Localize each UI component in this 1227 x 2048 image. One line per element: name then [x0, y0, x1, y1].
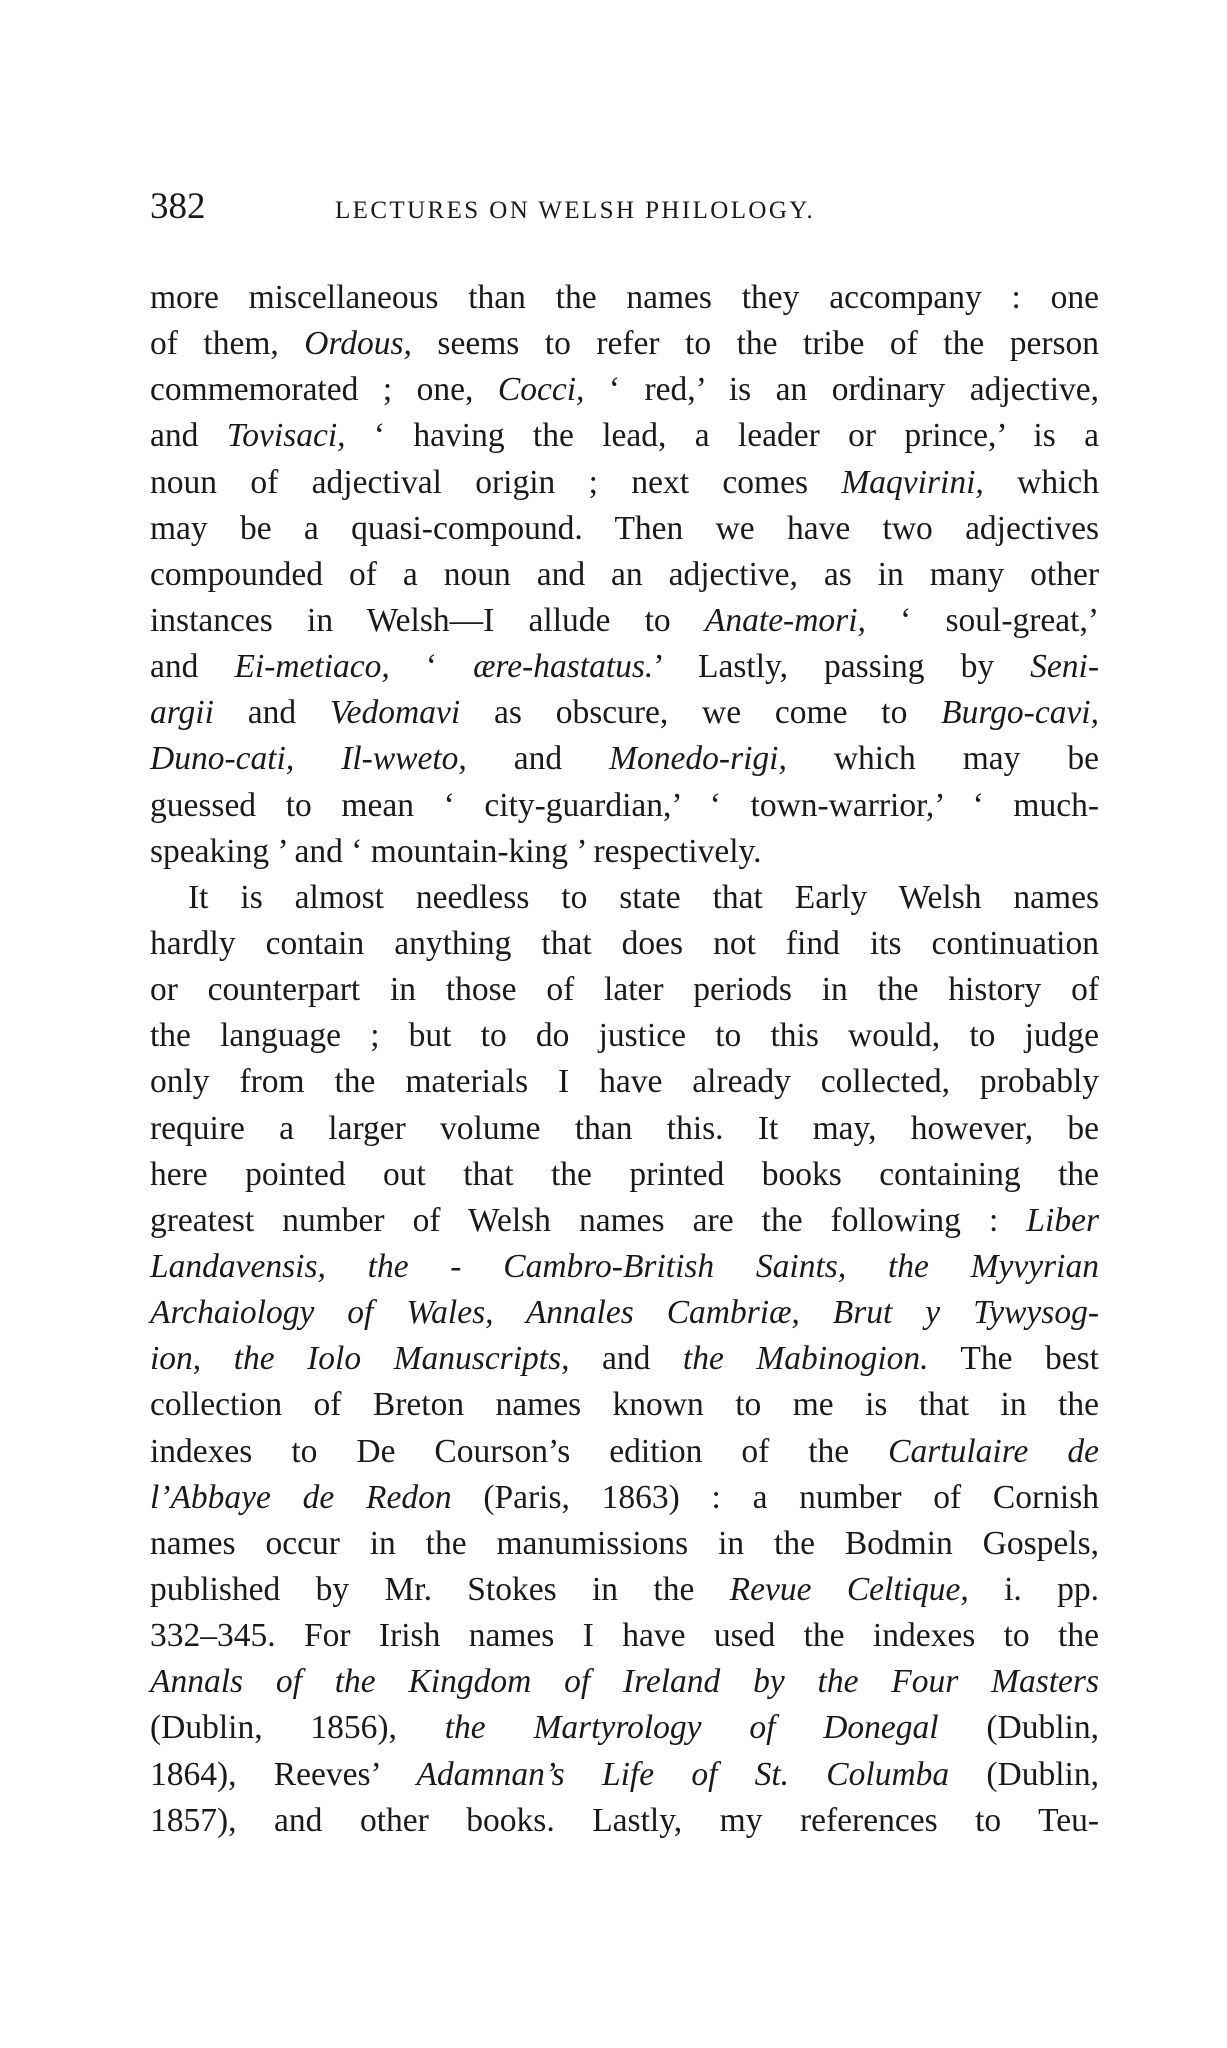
- text-line: [150, 783, 1099, 829]
- text-run: and: [569, 1340, 683, 1378]
- text-line: [150, 1659, 1099, 1705]
- text-line: [150, 875, 1099, 921]
- italic-text: Liber: [1026, 1201, 1099, 1239]
- text-line: [150, 1613, 1099, 1659]
- page-number: 382: [150, 186, 206, 227]
- italic-text: Duno-cati,: [150, 740, 295, 778]
- text-line: [150, 644, 1099, 690]
- text-line: [150, 1475, 1099, 1521]
- text-run: noun of adjectival origin ; next comes: [150, 463, 842, 501]
- body-text: [150, 275, 1099, 1844]
- italic-text: Maqvirini,: [841, 463, 984, 501]
- text-run: The best: [928, 1340, 1099, 1378]
- text-line: [150, 690, 1099, 736]
- italic-text: Ei-metiaco,: [234, 648, 390, 686]
- italic-text: Seni-: [1030, 648, 1099, 686]
- text-run: and: [150, 648, 235, 686]
- text-run: ’ Lastly, passing by: [653, 648, 1031, 686]
- italic-text: ære-hastatus.: [473, 648, 654, 686]
- italic-text: argii: [150, 694, 214, 732]
- text-line: [150, 460, 1099, 506]
- text-line: [150, 552, 1099, 598]
- text-line: [150, 1521, 1099, 1567]
- italic-text: Anate-mori,: [704, 601, 866, 639]
- italic-text: Cartulaire de: [888, 1432, 1099, 1470]
- text-line: [150, 1382, 1099, 1428]
- text-run: ‘ red,’ is an ordinary adjective,: [584, 371, 1099, 409]
- text-run: may be a quasi-compound. Then we have two adjectives: [150, 509, 1099, 547]
- text-run: more miscellaneous than the names they accompany : one: [150, 279, 1099, 316]
- text-run: ‘ soul-great,’: [865, 601, 1100, 639]
- text-line: [150, 598, 1099, 644]
- text-line: [150, 1059, 1099, 1105]
- text-run: indexes to De Courson’s edition of the: [150, 1432, 889, 1470]
- text-run: (Paris, 1863) : a number of Cornish: [451, 1478, 1099, 1516]
- text-line: [150, 1244, 1099, 1290]
- text-run: published by Mr. Stokes in the: [150, 1570, 730, 1608]
- text-run: and: [150, 417, 227, 455]
- italic-text: Monedo-rigi,: [609, 740, 787, 778]
- italic-text: Cocci,: [497, 371, 585, 409]
- text-run: i. pp.: [968, 1570, 1099, 1608]
- text-run: (Dublin,: [949, 1755, 1099, 1793]
- italic-text: Archaiology of Wales, Annales Cambriæ, Brut y Tywysog-: [150, 1294, 1099, 1332]
- text-run: and: [466, 740, 610, 778]
- text-line: [150, 1705, 1099, 1751]
- italic-text: the Mabinogion.: [682, 1340, 929, 1378]
- running-head: [150, 182, 1100, 232]
- text-run: hardly contain anything that does not find its continuation: [150, 924, 1099, 962]
- text-line: [150, 1152, 1099, 1198]
- text-line: [150, 1198, 1099, 1244]
- text-line: [150, 1798, 1099, 1844]
- text-run: which: [983, 463, 1100, 501]
- text-line: [150, 736, 1099, 782]
- text-line: [150, 1106, 1099, 1152]
- text-run: (Dublin,: [938, 1709, 1099, 1747]
- text-line: [150, 1429, 1099, 1475]
- italic-text: l’Abbaye de Redon: [150, 1478, 452, 1516]
- text-line: [150, 1567, 1099, 1613]
- italic-text: Vedomavi: [329, 694, 461, 732]
- text-line: [150, 829, 1099, 875]
- text-line: [150, 413, 1099, 459]
- text-run: 1864), Reeves’: [150, 1755, 417, 1793]
- text-run: guessed to mean ‘ city-guardian,’ ‘ town-warrior,’ ‘ much-: [150, 786, 1099, 824]
- italic-text: Tovisaci,: [226, 417, 346, 455]
- italic-text: Ordous,: [304, 325, 412, 363]
- running-title: LECTURES ON WELSH PHILOLOGY.: [335, 197, 816, 224]
- text-line: [150, 1336, 1099, 1382]
- text-run: commemorated ; one,: [150, 371, 498, 409]
- italic-text: Adamnan’s Life of St. Columba: [416, 1755, 950, 1793]
- text-run: require a larger volume than this. It may, however, be: [150, 1109, 1099, 1147]
- text-line: [150, 1290, 1099, 1336]
- italic-text: Burgo-cavi,: [941, 694, 1099, 732]
- italic-text: Annals of the Kingdom of Ireland by the Four Masters: [150, 1663, 1099, 1701]
- text-run: greatest number of Welsh names are the following :: [150, 1201, 1027, 1239]
- text-run: names occur in the manumissions in the Bodmin Gospels,: [150, 1524, 1099, 1562]
- text-line: [150, 275, 1099, 321]
- text-run: ‘: [389, 648, 474, 686]
- italic-text: ion, the Iolo Manuscripts,: [150, 1340, 570, 1378]
- text-line: [150, 1752, 1099, 1798]
- italic-text: Landavensis, the - Cambro-British Saints, the Myvyrian: [150, 1247, 1099, 1285]
- text-line: [150, 367, 1099, 413]
- text-run: speaking ’ and ‘ mountain-king ’ respectively.: [150, 832, 762, 870]
- text-run: 1857), and other books. Lastly, my references to Teu-: [150, 1801, 1099, 1839]
- text-run: or counterpart in those of later periods in the history of: [150, 971, 1099, 1009]
- text-run: which may be: [786, 740, 1099, 778]
- text-run: here pointed out that the printed books containing the: [150, 1155, 1099, 1193]
- italic-text: the Martyrology of Donegal: [444, 1709, 939, 1747]
- text-run: 332–345. For Irish names I have used the indexes to the: [150, 1617, 1099, 1655]
- text-line: [150, 967, 1099, 1013]
- text-run: only from the materials I have already collected, probably: [150, 1063, 1099, 1101]
- text-run: [294, 740, 341, 777]
- italic-text: Il-wweto,: [341, 740, 467, 778]
- text-line: [150, 321, 1099, 367]
- text-run: of them,: [150, 325, 305, 363]
- text-run: It is almost needless to state that Early Welsh names: [188, 878, 1099, 916]
- text-line: [150, 506, 1099, 552]
- text-run: ‘ having the lead, a leader or prince,’ is a: [345, 417, 1099, 455]
- italic-text: Revue Celtique,: [729, 1570, 969, 1608]
- text-run: compounded of a noun and an adjective, as in many other: [150, 555, 1099, 593]
- text-run: as obscure, we come to: [460, 694, 942, 732]
- text-run: and: [213, 694, 330, 732]
- text-run: collection of Breton names known to me is that in the: [150, 1386, 1099, 1424]
- text-line: [150, 921, 1099, 967]
- text-line: [150, 1013, 1099, 1059]
- text-run: (Dublin, 1856),: [150, 1709, 445, 1747]
- text-run: seems to refer to the tribe of the person: [411, 325, 1100, 363]
- text-run: the language ; but to do justice to this would, to judge: [150, 1017, 1099, 1055]
- text-run: instances in Welsh—I allude to: [150, 601, 705, 639]
